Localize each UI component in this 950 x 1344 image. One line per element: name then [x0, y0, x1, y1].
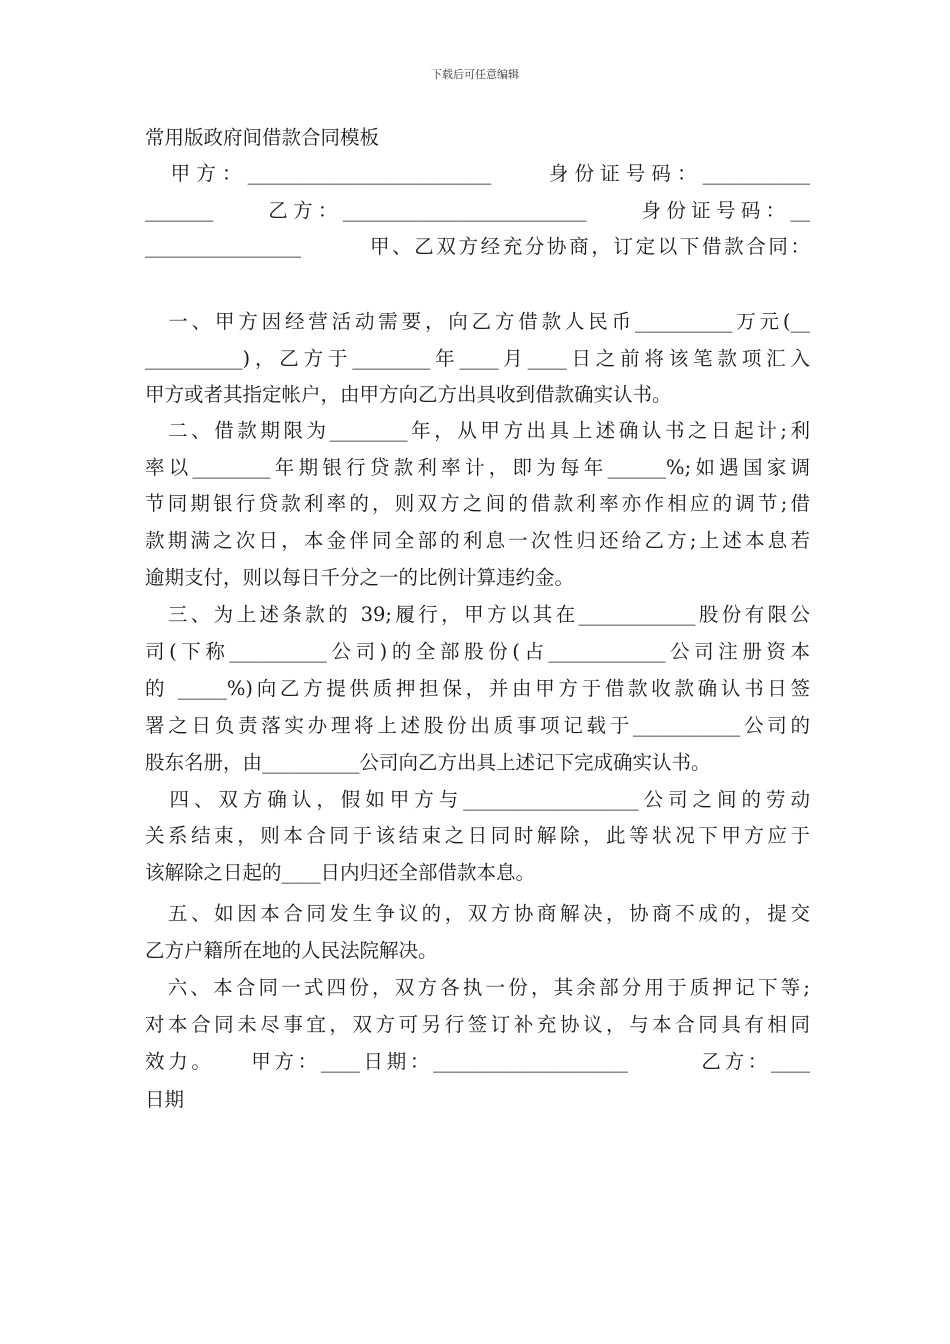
text-line: 乙方户籍所在地的人民法院解决。: [145, 939, 438, 962]
text-line: 三、为上述条款的 39;履行，甲方以其在____________股份有限公: [145, 603, 810, 626]
text-line: 一、甲方因经营活动需要，向乙方借款人民币__________万元(__: [145, 310, 810, 333]
document-title: 常用版政府间借款合同模板: [145, 126, 380, 149]
page-header: 下载后可任意编辑: [431, 68, 519, 81]
text-line: 二、借款期限为________年，从甲方出具上述确认书之日起计;利: [145, 419, 810, 442]
text-line: 率以________年期银行贷款利率计，即为每年______%;如遇国家调: [145, 456, 810, 479]
text-line: 逾期支付，则以每日千分之一的比例计算违约金。: [145, 566, 575, 589]
text-line: 股东名册，由__________公司向乙方出具上述记下完成确实认书。: [145, 751, 711, 774]
text-line: 的 _____%)向乙方提供质押担保，并由甲方于借款收款确认书日签: [145, 677, 810, 700]
text-line: _______ 乙方：_________________________ 身份证号码：__: [145, 199, 810, 222]
text-line: 该解除之日起的____日内归还全部借款本息。: [145, 861, 536, 884]
text-line: 署之日负责落实办理将上述股份出质事项记载于___________公司的: [145, 714, 810, 737]
text-line: 日期: [145, 1088, 185, 1111]
text-line: 对本合同未尽事宜，双方可另行签订补充协议，与本合同具有相同: [145, 1013, 810, 1036]
text-line: 节同期银行贷款利率的，则双方之间的借款利率亦作相应的调节;借: [145, 492, 810, 515]
text-line: 四、双方确认，假如甲方与__________________公司之间的劳动: [145, 788, 810, 811]
text-line: 司(下称__________公司)的全部股份(占____________公司注册资本: [145, 640, 810, 663]
text-line: 甲方：_________________________ 身份证号码：___________: [145, 162, 810, 185]
blank-line: [145, 265, 810, 301]
text-line: 款期满之次日，本金伴同全部的利息一次性归还给乙方;上述本息若: [145, 529, 810, 552]
text-line: 五、如因本合同发生争议的，双方协商解决，协商不成的，提交: [145, 902, 810, 925]
text-line: 关系结束，则本合同于该结束之日同时解除，此等状况下甲方应于: [145, 824, 810, 847]
text-line: __________)，乙方于________年____月____日之前将该笔款项汇入: [145, 347, 810, 370]
text-line: ________________ 甲、乙双方经充分协商，订定以下借款合同：: [145, 235, 810, 258]
signature-line: 效力。 甲方：____日期：____________________ 乙方：____: [145, 1050, 810, 1073]
text-line: 甲方或者其指定帐户，由甲方向乙方出具收到借款确实认书。: [145, 383, 672, 406]
text-line: 六、本合同一式四份，双方各执一份，其余部分用于质押记下等;: [145, 976, 810, 999]
